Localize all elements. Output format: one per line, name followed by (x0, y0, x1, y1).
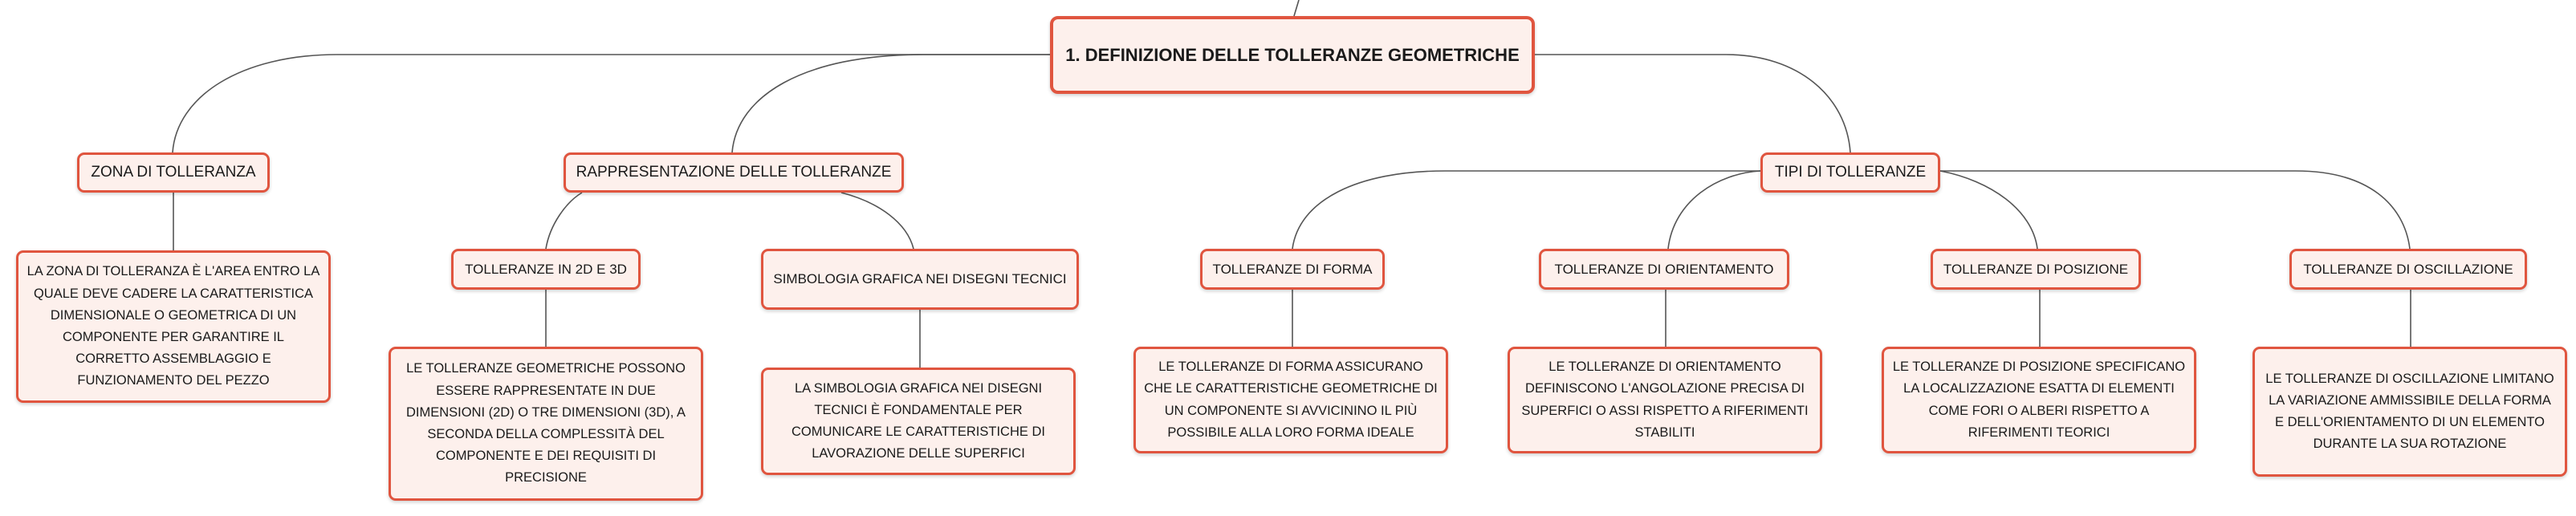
subtopic-tolleranze-di-orientamento[interactable]: TOLLERANZE DI ORIENTAMENTO (1539, 249, 1789, 290)
edge-tipi-forma (1292, 171, 1760, 249)
subtopic-tolleranze-di-posizione[interactable]: TOLLERANZE DI POSIZIONE (1931, 249, 2141, 290)
description-tolleranze-di-posizione[interactable]: LE TOLLERANZE DI POSIZIONE SPECIFICANO LA LOCALIZZAZIONE ESATTA DI ELEMENTI COME FORI O ALBERI RISPETTO A RIFERIMENTI TEORICI (1882, 347, 2196, 453)
description-tolleranze-di-orientamento[interactable]: LE TOLLERANZE DI ORIENTAMENTO DEFINISCONO L'ANGOLAZIONE PRECISA DI SUPERFICI O ASSI RISPETTO A RIFERIMENTI STABILITI (1508, 347, 1822, 453)
edge-tipi-orientamento (1668, 171, 1760, 249)
edge-rapp-simbologia (841, 193, 914, 249)
edge-tipi-oscillazione (1940, 171, 2410, 249)
subtopic-tolleranze-di-oscillazione[interactable]: TOLLERANZE DI OSCILLAZIONE (2289, 249, 2527, 290)
edge-root-zona (173, 55, 1050, 152)
root-topic[interactable]: 1. DEFINIZIONE DELLE TOLLERANZE GEOMETRICHE (1050, 16, 1535, 94)
subtopic-tolleranze-di-forma[interactable]: TOLLERANZE DI FORMA (1200, 249, 1385, 290)
topic-zona-di-tolleranza[interactable]: ZONA DI TOLLERANZA (77, 152, 270, 193)
description-simbologia-grafica[interactable]: LA SIMBOLOGIA GRAFICA NEI DISEGNI TECNICI È FONDAMENTALE PER COMUNICARE LE CARATTERISTICHE DI LAVORAZIONE DELLE SUPERFICI (761, 368, 1076, 475)
edge-tipi-posizione (1940, 171, 2037, 249)
description-tolleranze-di-forma[interactable]: LE TOLLERANZE DI FORMA ASSICURANO CHE LE CARATTERISTICHE GEOMETRICHE DI UN COMPONENTE SI AVVICININO IL PIÙ POSSIBILE ALLA LORO FORMA IDEALE (1133, 347, 1448, 453)
edge-root-up (1294, 0, 1299, 16)
description-tolleranze-di-oscillazione[interactable]: LE TOLLERANZE DI OSCILLAZIONE LIMITANO LA VARIAZIONE AMMISSIBILE DELLA FORMA E DELL'ORIENTAMENTO DI UN ELEMENTO DURANTE LA SUA ROTAZIONE (2252, 347, 2567, 477)
description-zona-di-tolleranza[interactable]: LA ZONA DI TOLLERANZA È L'AREA ENTRO LA QUALE DEVE CADERE LA CARATTERISTICA DIMENSIONALE O GEOMETRICA DI UN COMPONENTE PER GARANTIRE IL CORRETTO ASSEMBLAGGIO E FUNZIONAMENTO DEL PEZZO (16, 250, 331, 403)
edge-root-rappresentazione (732, 55, 1050, 152)
edge-rapp-2d3d (546, 193, 582, 249)
edge-root-tipi (1535, 55, 1850, 152)
topic-tipi-di-tolleranze[interactable]: TIPI DI TOLLERANZE (1760, 152, 1940, 193)
description-tolleranze-2d-3d[interactable]: LE TOLLERANZE GEOMETRICHE POSSONO ESSERE RAPPRESENTATE IN DUE DIMENSIONI (2D) O TRE DIMENSIONI (3D), A SECONDA DELLA COMPLESSITÀ DEL COMPONENTE E DEI REQUISITI DI PRECISIONE (389, 347, 703, 501)
subtopic-simbologia-grafica[interactable]: SIMBOLOGIA GRAFICA NEI DISEGNI TECNICI (761, 249, 1079, 310)
topic-rappresentazione[interactable]: RAPPRESENTAZIONE DELLE TOLLERANZE (564, 152, 904, 193)
subtopic-tolleranze-2d-3d[interactable]: TOLLERANZE IN 2D E 3D (451, 249, 641, 290)
